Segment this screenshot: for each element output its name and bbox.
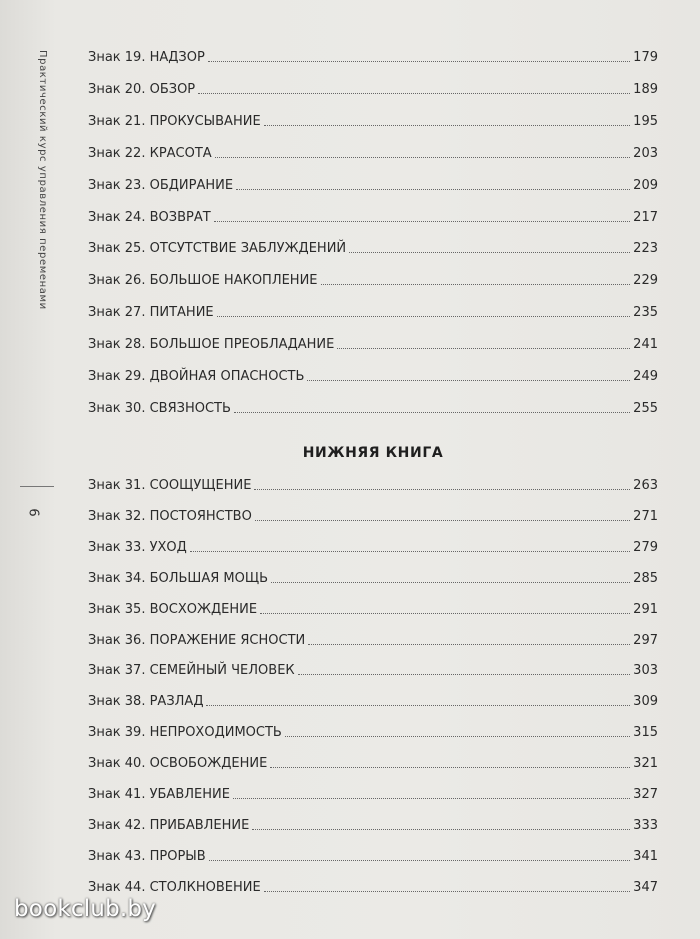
dot-leader (208, 61, 630, 62)
dot-leader (198, 93, 630, 94)
toc-entry (88, 536, 658, 556)
toc-entry-page: 309 (633, 694, 658, 710)
dot-leader (337, 348, 630, 349)
toc-entry (88, 814, 658, 834)
section-heading: НИЖНЯЯ КНИГА (302, 445, 444, 461)
toc-entry-page: 203 (633, 145, 658, 161)
toc-entry-title: Знак 43. ПРОРЫВ (88, 848, 206, 864)
toc-entry-title: Знак 32. ПОСТОЯНСТВО (88, 508, 252, 524)
toc-entry-page: 347 (633, 879, 658, 895)
toc-entry (88, 752, 658, 772)
toc-entry-title: Знак 33. УХОД (88, 539, 187, 555)
toc-entry (88, 876, 658, 896)
toc-entry-page: 235 (633, 305, 658, 321)
toc-entry-page: 241 (633, 337, 658, 353)
dot-leader (271, 582, 630, 583)
dot-leader (190, 551, 630, 552)
toc-entry-title: Знак 34. БОЛЬШАЯ МОЩЬ (88, 570, 268, 586)
toc-entry-page: 297 (633, 632, 658, 648)
toc-entry-page: 341 (633, 848, 658, 864)
toc-entry-title: Знак 24. ВОЗВРАТ (88, 209, 211, 225)
toc-entry (88, 690, 658, 710)
watermark: bookclub.by (14, 896, 156, 922)
toc-entry (88, 110, 658, 130)
dot-leader (264, 125, 631, 126)
toc-entry-title: Знак 26. БОЛЬШОЕ НАКОПЛЕНИЕ (88, 273, 318, 289)
toc-entry-page: 263 (633, 478, 658, 493)
toc-entry-title: Знак 29. ДВОЙНАЯ ОПАСНОСТЬ (88, 369, 305, 384)
dot-leader (233, 798, 630, 799)
toc-entry-title: Знак 38. РАЗЛАД (88, 694, 204, 710)
toc-entry-title: Знак 20. ОБЗОР (88, 81, 196, 97)
toc-entry (88, 845, 658, 865)
toc-entry-page: 189 (633, 81, 658, 97)
toc-entry-title: Знак 35. ВОСХОЖДЕНИЕ (88, 601, 258, 617)
toc-entry-page: 229 (633, 273, 658, 289)
toc-entry (88, 269, 658, 289)
toc-entry-page: 249 (633, 369, 658, 384)
toc-entry (88, 206, 658, 226)
dot-leader (308, 644, 630, 645)
dot-leader (298, 674, 631, 675)
dot-leader (217, 316, 631, 317)
toc-entry-page: 285 (633, 570, 658, 586)
dot-leader (270, 767, 630, 768)
running-head: Практический курс управления переменами (37, 50, 48, 310)
dot-leader (236, 189, 630, 190)
dot-leader (264, 891, 630, 892)
toc-entry-page: 271 (633, 508, 658, 524)
toc-entry (88, 301, 658, 321)
toc-entry (88, 783, 658, 803)
dot-leader (254, 489, 630, 490)
dot-leader (307, 380, 630, 381)
toc-entry-page: 179 (633, 50, 658, 65)
dot-leader (260, 613, 630, 614)
dot-leader (234, 412, 630, 413)
side-rule (20, 486, 54, 487)
toc-entry-page: 217 (633, 209, 658, 225)
toc-entry-title: Знак 25. ОТСУТСТВИЕ ЗАБЛУЖДЕНИЙ (88, 241, 347, 257)
dot-leader (252, 829, 630, 830)
toc-entry (88, 237, 658, 257)
toc-entry (88, 78, 658, 98)
toc-entry-title: Знак 41. УБАВЛЕНИЕ (88, 787, 230, 802)
toc-entry-title: Знак 28. БОЛЬШОЕ ПРЕОБЛАДАНИЕ (88, 337, 335, 353)
toc-entry (88, 567, 658, 587)
toc-entry-title: Знак 21. ПРОКУСЫВАНИЕ (88, 113, 261, 129)
toc-entry-page: 209 (633, 177, 658, 193)
toc-entry-page: 303 (633, 663, 658, 679)
dot-leader (321, 284, 631, 285)
toc-entry-title: Знак 22. КРАСОТА (88, 145, 212, 161)
toc-entry-page: 223 (633, 241, 658, 257)
toc-entry-title: Знак 31. СООЩУЩЕНИЕ (88, 478, 252, 493)
toc-entry-page: 255 (633, 400, 658, 416)
toc-entry (88, 397, 658, 417)
toc-entry-title: Знак 36. ПОРАЖЕНИЕ ЯСНОСТИ (88, 632, 306, 648)
toc-entry-page: 291 (633, 601, 658, 617)
toc-entry (88, 46, 658, 66)
toc-entry (88, 721, 658, 741)
toc-entry (88, 365, 658, 385)
dot-leader (214, 221, 631, 222)
toc-entry-title: Знак 44. СТОЛКНОВЕНИЕ (88, 879, 261, 895)
toc-entry-page: 333 (633, 817, 658, 833)
toc-entry (88, 505, 658, 525)
dot-leader (215, 157, 630, 158)
toc-entry (88, 474, 658, 494)
toc-entry-title: Знак 39. НЕПРОХОДИМОСТЬ (88, 725, 282, 741)
toc-entry (88, 333, 658, 353)
toc-entry-page: 279 (633, 539, 658, 555)
toc-entry-page: 321 (633, 756, 658, 772)
dot-leader (206, 705, 630, 706)
toc-entry (88, 629, 658, 649)
toc-entry-page: 327 (633, 787, 658, 802)
toc-entry-page: 315 (633, 725, 658, 741)
dot-leader (349, 252, 630, 253)
toc-entry-page: 195 (633, 113, 658, 129)
page-number: 6 (25, 508, 41, 517)
toc-entry (88, 598, 658, 618)
toc-entry-title: Знак 23. ОБДИРАНИЕ (88, 177, 234, 193)
dot-leader (285, 736, 630, 737)
toc-entry-title: Знак 42. ПРИБАВЛЕНИЕ (88, 817, 250, 833)
toc-entry (88, 659, 658, 679)
toc-entry-title: Знак 27. ПИТАНИЕ (88, 305, 214, 321)
toc-entry-title: Знак 19. НАДЗОР (88, 50, 205, 65)
toc-entry-title: Знак 37. СЕМЕЙНЫЙ ЧЕЛОВЕК (88, 663, 295, 679)
toc-entry-title: Знак 30. СВЯЗНОСТЬ (88, 400, 231, 416)
toc-entry (88, 142, 658, 162)
toc-entry-title: Знак 40. ОСВОБОЖДЕНИЕ (88, 756, 268, 772)
dot-leader (209, 860, 631, 861)
dot-leader (255, 520, 630, 521)
toc-entry (88, 174, 658, 194)
